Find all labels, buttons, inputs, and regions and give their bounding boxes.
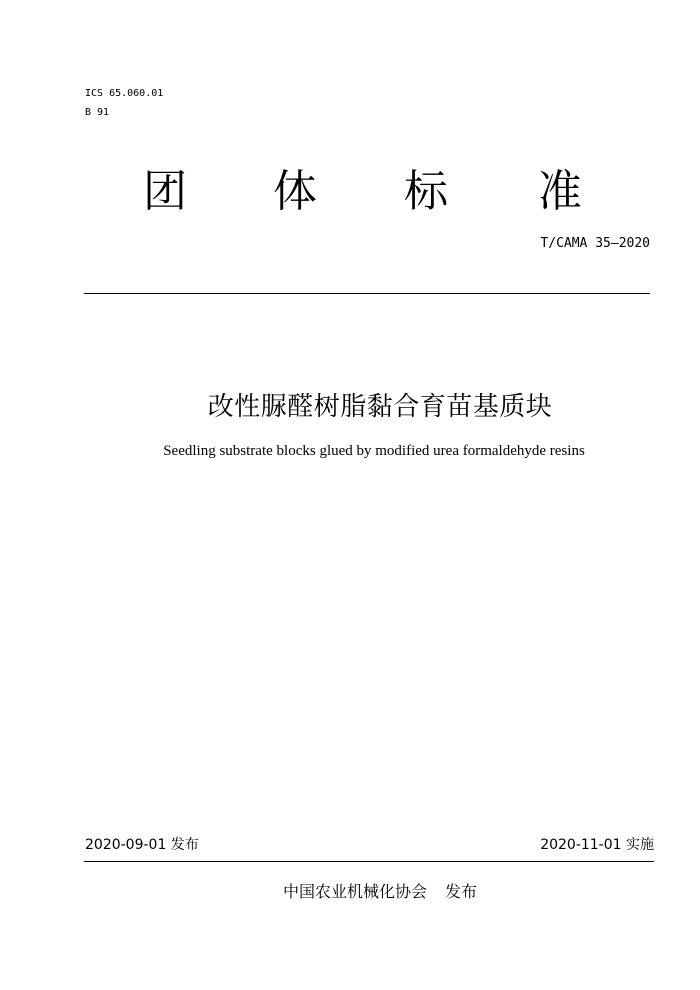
implement-date: 2020-11-01 实施: [540, 837, 654, 853]
category-char-1: 团: [143, 166, 187, 217]
issuer-name: 中国农业机械化协会: [282, 882, 427, 901]
standard-number: T/CAMA 35—2020: [540, 236, 650, 251]
document-title-english: Seedling substrate blocks glued by modified urea formaldehyde resins: [163, 443, 585, 459]
footer-divider: [84, 861, 654, 862]
category-char-3: 标: [404, 166, 448, 217]
category-char-4: 准: [538, 166, 582, 217]
issuer-action: 发布: [445, 882, 478, 901]
ics-code: ICS 65.060.01: [85, 88, 164, 99]
document-title-chinese: 改性脲醛树脂黏合育苗基质块: [207, 392, 553, 422]
ccs-code: B 91: [85, 107, 110, 118]
publish-date: 2020-09-01 发布: [85, 837, 199, 853]
category-char-2: 体: [273, 166, 317, 217]
header-divider: [84, 293, 650, 294]
issuer-line: [0, 881, 700, 903]
